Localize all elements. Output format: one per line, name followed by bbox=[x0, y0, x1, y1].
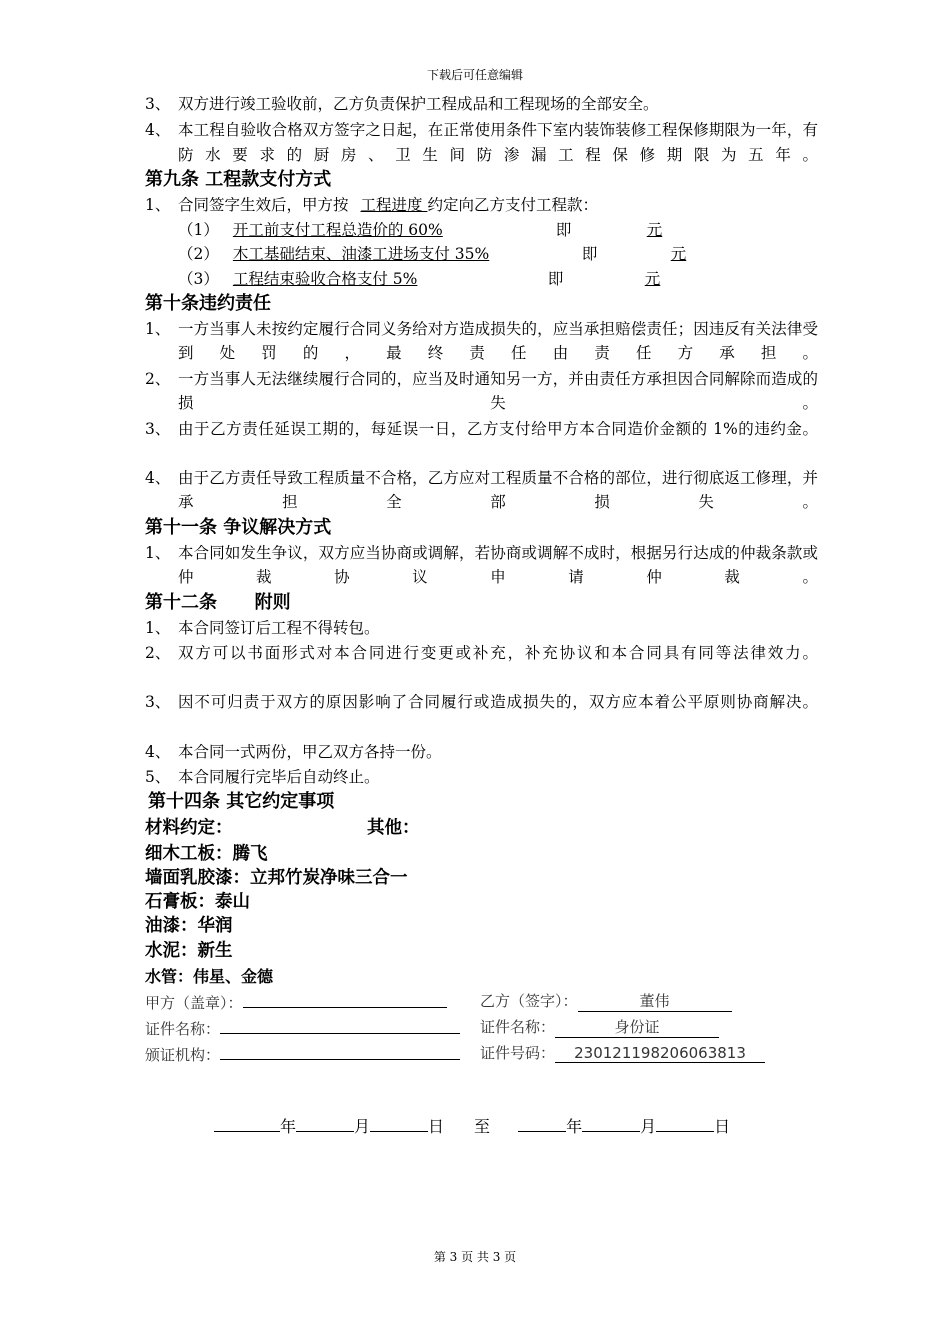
material-item: 石膏板：泰山 bbox=[145, 892, 250, 912]
list-item: 1、 一方当事人未按约定履行合同义务给对方造成损失的，应当承担赔偿责任；因违反有关法律受到处罚的，最终责任由责任方承担。 bbox=[145, 320, 818, 362]
list-item: 5、 本合同履行完毕后自动终止。 bbox=[145, 768, 380, 786]
list-item: 4、 本工程自验收合格双方签字之日起，在正常使用条件下室内装饰装修工程保修期限为一年，有防水要求的厨房、卫生间防渗漏工程保修期限为五年。 bbox=[145, 121, 818, 164]
section-title: 第九条 工程款支付方式 bbox=[145, 169, 332, 190]
id-no-value: 230121198206063813 bbox=[555, 1044, 765, 1063]
section-title: 第十四条 其它约定事项 bbox=[148, 791, 335, 812]
list-item: 2、 一方当事人无法继续履行合同的，应当及时通知另一方，并由责任方承担因合同解除而造成的损失。 bbox=[145, 370, 818, 412]
list-item: 1、 合同签字生效后，甲方按 工程进度 约定向乙方支付工程款： bbox=[145, 196, 598, 214]
payment-terms: 开工前支付工程总造价的 60% bbox=[232, 221, 443, 239]
list-item: 3、 因不可归责于双方的原因影响了合同履行或造成损失的，双方应本着公平原则协商解决。 bbox=[145, 693, 818, 711]
section-title: 第十二条 附则 bbox=[145, 592, 291, 613]
id-name-b-field: 证件名称： 身份证 bbox=[480, 1016, 719, 1038]
list-item: 3、 双方进行竣工验收前，乙方负责保护工程成品和工程现场的全部安全。 bbox=[145, 95, 659, 113]
material-item: 油漆：华润 bbox=[145, 916, 233, 936]
party-b-value: 董伟 bbox=[578, 990, 732, 1012]
material-item: 细木工板：腾飞 bbox=[145, 844, 268, 864]
id-name-b-value: 身份证 bbox=[555, 1016, 719, 1038]
party-b-field: 乙方（签字）： 董伟 bbox=[480, 990, 732, 1012]
list-item: 2、 双方可以书面形式对本合同进行变更或补充，补充协议和本合同具有同等法律效力。 bbox=[145, 644, 818, 662]
list-item: 1、 本合同签订后工程不得转包。 bbox=[145, 619, 380, 637]
id-name-a-blank bbox=[220, 1016, 460, 1034]
party-a-blank bbox=[243, 990, 447, 1008]
list-item: 4、 本合同一式两份，甲乙双方各持一份。 bbox=[145, 743, 442, 761]
section-title: 第十条违约责任 bbox=[145, 293, 271, 314]
payment-row: （1） 开工前支付工程总造价的 60% 即 元 bbox=[178, 218, 662, 242]
materials-heading: 材料约定： 其他： bbox=[145, 818, 420, 838]
payment-terms: 工程结束验收合格支付 5% bbox=[232, 270, 418, 288]
id-name-a-field: 证件名称： bbox=[145, 1016, 460, 1039]
page-footer: 第 3 页 共 3 页 bbox=[433, 1250, 517, 1264]
party-a-field: 甲方（盖章）： bbox=[145, 990, 447, 1013]
material-item: 水管：伟星、金德 bbox=[145, 967, 274, 986]
payment-row: （2） 木工基础结束、油漆工进场支付 35% 即 元 bbox=[178, 242, 686, 266]
issuer-field: 颁证机构： bbox=[145, 1042, 460, 1065]
section-title: 第十一条 争议解决方式 bbox=[145, 517, 332, 538]
material-item: 水泥：新生 bbox=[145, 941, 233, 961]
issuer-blank bbox=[220, 1042, 460, 1060]
id-no-field: 证件号码： 230121198206063813 bbox=[480, 1042, 765, 1063]
payment-row: （3） 工程结束验收合格支付 5% 即 元 bbox=[178, 267, 660, 291]
page-header: 下载后可任意编辑 bbox=[426, 68, 523, 82]
material-item: 墙面乳胶漆：立邦竹炭净味三合一 bbox=[145, 868, 408, 888]
payment-terms: 木工基础结束、油漆工进场支付 35% bbox=[232, 245, 490, 263]
list-item: 4、 由于乙方责任导致工程质量不合格，乙方应对工程质量不合格的部位，进行彻底返工修理，并承担全部损失。 bbox=[145, 469, 818, 511]
list-item: 1、 本合同如发生争议，双方应当协商或调解，若协商或调解不成时，根据另行达成的仲裁条款或仲裁协议申请仲裁。 bbox=[145, 544, 818, 586]
list-item: 3、 由于乙方责任延误工期的，每延误一日，乙方支付给甲方本合同造价金额的 1%的违约金。 bbox=[145, 420, 818, 438]
date-range: 年 月 日 至 年 月 日 bbox=[214, 1114, 730, 1137]
